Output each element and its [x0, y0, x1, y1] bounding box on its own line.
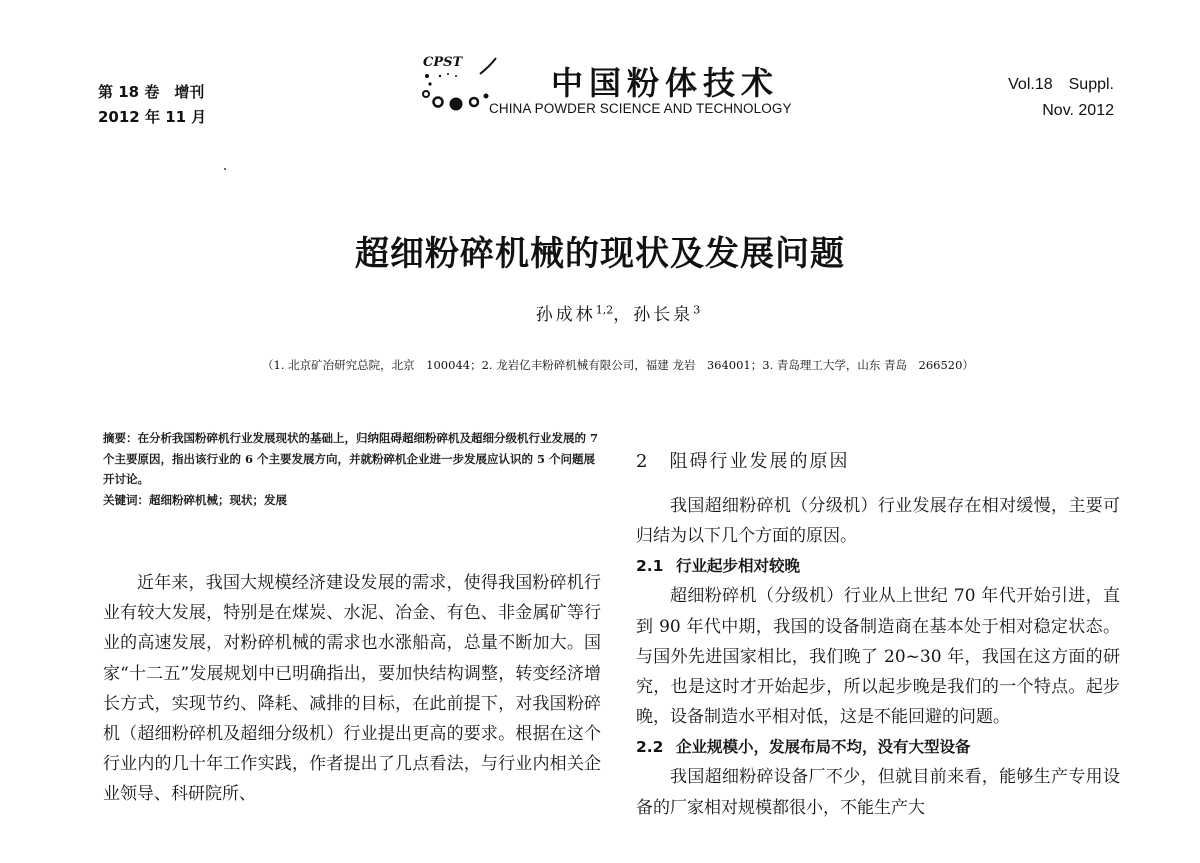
- scan-speck: [224, 168, 226, 170]
- article-title: 超细粉碎机械的现状及发展问题: [355, 234, 845, 274]
- journal-name-en: CHINA POWDER SCIENCE AND TECHNOLOGY: [489, 101, 792, 116]
- subsection-2-1-heading: [636, 551, 1120, 581]
- affiliations: （1. 北京矿冶研究总院，北京 100044；2. 龙岩亿丰粉碎机械有限公司，福建 龙岩 364001；3. 青岛理工大学，山东 青岛 266520）: [262, 358, 974, 372]
- intro-paragraph: 近年来，我国大规模经济建设发展的需求，使得我国粉碎机行业有较大发展，特别是在煤炭、水泥、冶金、有色、非金属矿等行业的高速发展，对粉碎机械的需求也水涨船高，总量不断加大。国家“十二五”发展规划中已明确指出，要加快结构调整，转变经济增长方式，实现节约、降耗、减排的目标，在此前提下，对我国粉碎机（超细粉碎机及超细分级机）行业提出更高的要求。根据在这个行业内的几十年工作实践，作者提出了几点看法，与行业内相关企业领导、科研院所、: [103, 573, 601, 805]
- logo-text: CPST: [423, 55, 463, 70]
- section-2-heading: 2 阻碍行业发展的原因: [636, 451, 850, 472]
- author-list: [0, 300, 1200, 325]
- journal-name-cn: 中国粉体技术: [551, 64, 780, 102]
- subsection-2-2-heading: [636, 732, 1120, 762]
- keywords: [103, 490, 603, 511]
- author-affiliation-mark: 3: [693, 303, 701, 317]
- abstract-label: 摘要：: [103, 431, 138, 445]
- subsection-title: 行业起步相对较晚: [676, 557, 801, 576]
- author-name: 孙长泉: [633, 305, 694, 325]
- journal-issue-cn: [98, 80, 206, 130]
- keywords-text: 超细粉碎机械；现状；发展: [149, 492, 287, 507]
- volume-cn: 第 18 卷 增刊: [98, 83, 205, 101]
- right-column: [636, 447, 1120, 823]
- author-separator: ，: [613, 305, 634, 325]
- subsection-number: 2.2: [636, 738, 664, 757]
- abstract-body: [103, 428, 603, 490]
- abstract: [103, 428, 603, 510]
- subsection-2-1-text: 超细粉碎机（分级机）行业从上世纪 70 年代开始引进，直到 90 年代中期，我国的设备制造商在基本处于相对稳定状态。与国外先进国家相比，我们晚了 20~30 年，我国在这方面的研究，也是这时才开始起步，所以起步晚是我们的一个特点。起步晚，设备制造水平相对低，这是不能回避的问题。: [636, 586, 1120, 728]
- date-en: Nov. 2012: [1042, 102, 1114, 119]
- journal-issue-en: [1008, 72, 1114, 124]
- subsection-number: 2.1: [636, 557, 664, 576]
- date-cn: 2012 年 11 月: [98, 108, 207, 126]
- author-affiliation-mark: 1,2: [595, 303, 614, 317]
- keywords-label: 关键词：: [103, 492, 149, 507]
- left-column: [103, 568, 601, 810]
- volume-en: Vol.18 Suppl.: [1008, 76, 1114, 93]
- section-2-intro: 我国超细粉碎机（分级机）行业发展存在相对缓慢，主要可归结为以下几个方面的原因。: [636, 496, 1120, 547]
- abstract-text: 在分析我国粉碎机行业发展现状的基础上，归纳阻碍超细粉碎机及超细分级机行业发展的 7 个主要原因，指出该行业的 6 个主要发展方向，并就粉碎机企业进一步发展应认识的 5 个问题展开讨论。: [103, 431, 599, 486]
- author-name: 孙成林: [535, 305, 596, 325]
- subsection-2-2-text: 我国超细粉碎设备厂不少，但就目前来看，能够生产专用设备的厂家相对规模都很小，不能生产大: [636, 767, 1120, 818]
- subsection-title: 企业规模小，发展布局不均，没有大型设备: [676, 738, 971, 757]
